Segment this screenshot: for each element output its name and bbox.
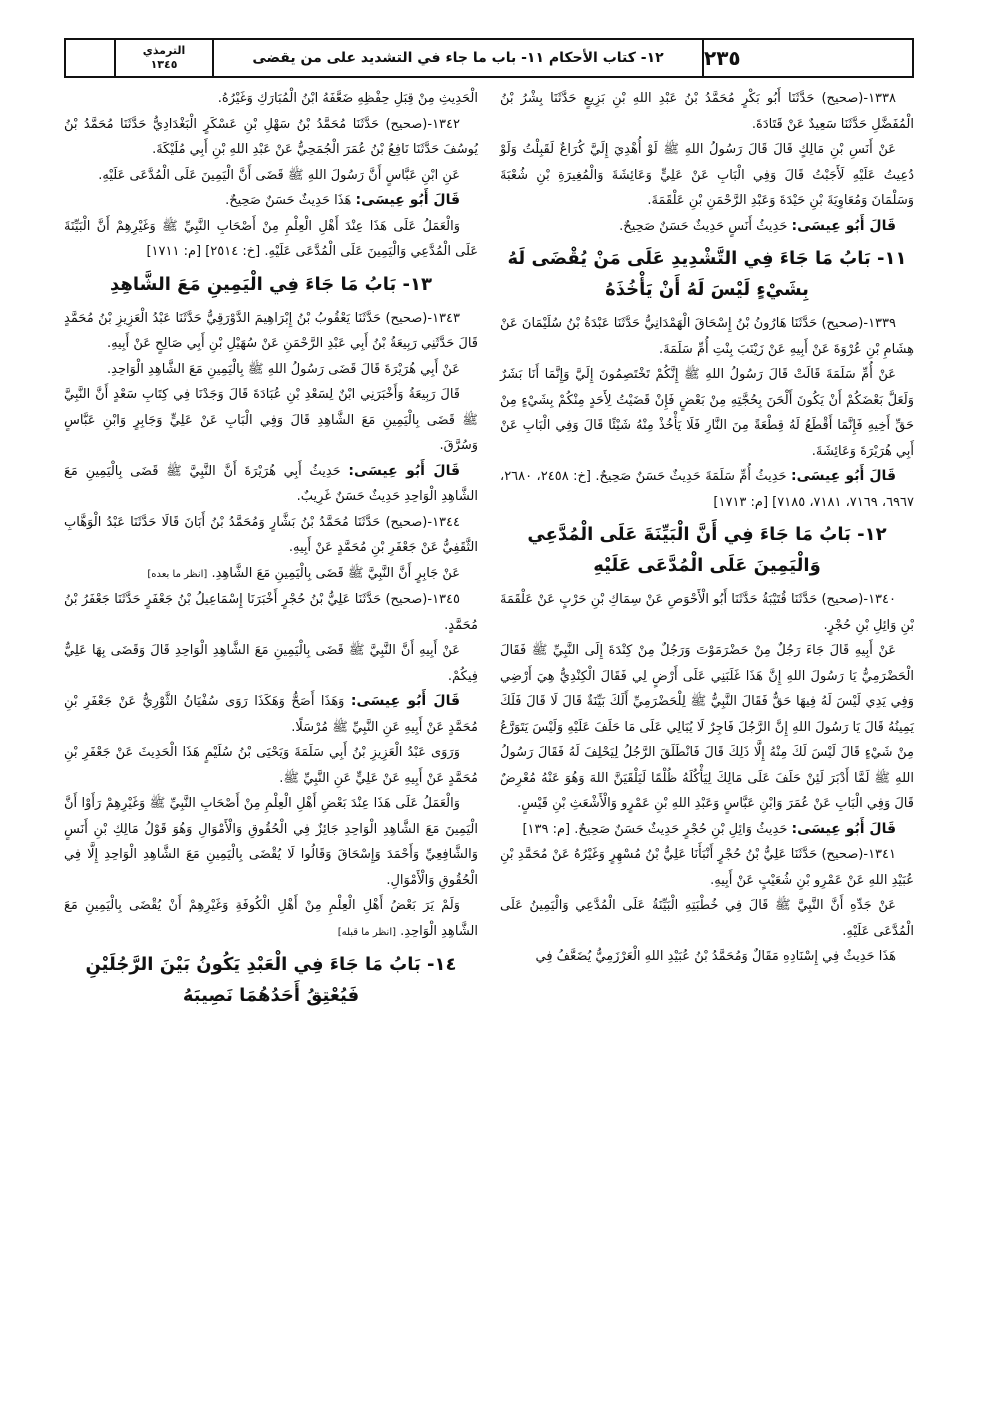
abu-isa-label: قَالَ أَبُو عِيسَى: <box>791 468 896 484</box>
grading-text: حَدِيثُ أَبِي هُرَيْرَةَ أَنَّ النَّبِيَّ ﷺ قَضَى بِالْيَمِينِ مَعَ الشَّاهِدِ الْوَاحِدِ حَدِيثٌ حَسَنٌ غَرِيبٌ. <box>64 463 478 504</box>
cross-reference-note: [انظر ما بعده] <box>147 568 208 580</box>
hadith-1342-isnad: ١٣٤٢-(صحيح) حَدَّثَنَا مُحَمَّدُ بْنُ سَهْلِ بْنِ عَسْكَرٍ الْبَغْدَادِيُّ حَدَّثَنَا مُحَمَّدُ بْنُ يُوسُفَ حَدَّثَنَا نَافِعُ بْنُ عُمَرَ الْجُمَحِيُّ عَنْ عَبْدِ اللهِ بْنِ أَبِي مُلَيْكَةَ. <box>64 116 478 157</box>
abu-isa-label: قَالَ أَبُو عِيسَى: <box>355 192 460 208</box>
right-column <box>500 86 914 1386</box>
chapter-title: ١٢- كتاب الأحكام ١١- باب ما جاء في التشديد على من يقضى <box>212 40 702 76</box>
hadith-range: ١٣٤٥ <box>150 58 178 71</box>
hadith-1344-matn <box>64 561 478 588</box>
hadith-1345-dissent <box>64 893 478 945</box>
hadith-1342-practice: وَالْعَمَلُ عَلَى هَذَا عِنْدَ أَهْلِ الْعِلْمِ مِنْ أَصْحَابِ النَّبِيِّ ﷺ وَغَيْرِهِمْ أَنَّ الْبَيِّنَةَ عَلَى الْمُدَّعِي وَالْيَمِينَ عَلَى الْمُدَّعَى عَلَيْهِ. [خ: ٢٥١٤] [م: ١٧١١] <box>64 218 478 259</box>
hadith-1339-grading <box>500 464 914 515</box>
grading-text: حَدِيثُ أُمِّ سَلَمَةَ حَدِيثٌ حَسَنٌ صَحِيحٌ. [خ: ٢٤٥٨، ٢٦٨٠، ٦٩٦٧، ٧١٦٩، ٧١٨١، ٧١٨٥] [م: ١٧١٣] <box>500 469 914 510</box>
hadith-1345-matn: عَنْ أَبِيهِ أَنَّ النَّبِيَّ ﷺ قَضَى بِالْيَمِينِ مَعَ الشَّاهِدِ الْوَاحِدِ قَالَ وَقَضَى بِهَا عَلِيٌّ فِيكُمْ. <box>64 643 478 684</box>
hadith-1343-matn: عَنْ أَبِي هُرَيْرَةَ قَالَ قَضَى رَسُولُ اللهِ ﷺ بِالْيَمِينِ مَعَ الشَّاهِدِ الْوَاحِدِ. <box>106 361 460 377</box>
continued-text: الْحَدِيثِ مِنْ قِبَلِ حِفْظِهِ ضَعَّفَهُ ابْنُ الْمُبَارَكِ وَغَيْرُهُ. <box>217 91 478 106</box>
chapter-12-heading: ١٢- بَابُ مَا جَاءَ فِي أَنَّ الْبَيِّنَةَ عَلَى الْمُدَّعِي وَالْيَمِينَ عَلَى الْمُدَّعَى عَلَيْهِ <box>527 524 887 576</box>
hadith-1343-grading <box>64 459 478 510</box>
hadith-1345-practice: وَالْعَمَلُ عَلَى هَذَا عِنْدَ بَعْضِ أَهْلِ الْعِلْمِ مِنْ أَصْحَابِ النَّبِيِّ ﷺ وَغَيْرِهِمْ رَأَوْا أَنَّ الْيَمِينَ مَعَ الشَّاهِدِ الْوَاحِدِ جَائِزٌ فِي الْحُقُوقِ وَالْأَمْوَالِ وَهُوَ قَوْلُ مَالِكِ بْنِ أَنَسٍ وَالشَّافِعِيِّ وَأَحْمَدَ وَإِسْحَاقَ وَقَالُوا لَا يُقْضَى بِالْيَمِينِ مَعَ الشَّاهِدِ الْوَاحِدِ إِلَّا فِي الْحُقُوقِ وَالْأَمْوَالِ. <box>64 796 478 888</box>
hadith-1338-matn: عَنْ أَنَسِ بْنِ مَالِكٍ قَالَ قَالَ رَسُولُ اللهِ ﷺ لَوْ أُهْدِيَ إِلَيَّ كُرَاعٌ لَقَبِلْتُ وَلَوْ دُعِيتُ عَلَيْهِ لَأَجَبْتُ قَالَ وَفِي الْبَابِ عَنْ عَلِيٍّ وَعَائِشَةَ وَالْمُغِيرَةِ بْنِ شُعْبَةَ وَسَلْمَانَ وَمُعَاوِيَةَ بْنِ حَيْدَةَ وَعَبْدِ الرَّحْمَنِ بْنِ عَلْقَمَةَ. <box>500 142 914 208</box>
chapter-13-heading: ١٣- بَابُ مَا جَاءَ فِي الْيَمِينِ مَعَ الشَّاهِدِ <box>110 273 432 295</box>
abu-isa-label: قَالَ أَبُو عِيسَى: <box>350 693 460 709</box>
grading-text: وَهَذَا أَصَحُّ وَهَكَذَا رَوَى سُفْيَانُ الثَّوْرِيُّ عَنْ جَعْفَرِ بْنِ مُحَمَّدٍ عَنْ أَبِيهِ عَنِ النَّبِيِّ ﷺ مُرْسَلًا. <box>64 694 478 735</box>
hadith-1344-isnad: ١٣٤٤-(صحيح) حَدَّثَنَا مُحَمَّدُ بْنُ بَشَّارٍ وَمُحَمَّدُ بْنُ أَبَانَ قَالَا حَدَّثَنَا عَبْدُ الْوَهَّابِ الثَّقَفِيُّ عَنْ جَعْفَرِ بْنِ مُحَمَّدٍ عَنْ أَبِيهِ. <box>64 514 478 555</box>
hadith-1345-grading <box>64 689 478 740</box>
matn-text: عَنْ جَابِرٍ أَنَّ النَّبِيَّ ﷺ قَضَى بِالْيَمِينِ مَعَ الشَّاهِدِ. <box>211 565 460 581</box>
hadith-1339-matn: عَنْ أُمِّ سَلَمَةَ قَالَتْ قَالَ رَسُولُ اللهِ ﷺ إِنَّكُمْ تَخْتَصِمُونَ إِلَيَّ وَإِنَّمَا أَنَا بَشَرٌ وَلَعَلَّ بَعْضَكُمْ أَنْ يَكُونَ أَلْحَنَ بِحُجَّتِهِ مِنْ بَعْضٍ فَإِنْ قَضَيْتُ لِأَحَدٍ مِنْكُمْ بِشَيْءٍ مِنْ حَقِّ أَخِيهِ فَإِنَّمَا أَقْطَعُ لَهُ قِطْعَةً مِنَ النَّارِ فَلَا يَأْخُذْ مِنْهُ شَيْئًا قَالَ وَفِي الْبَابِ عَنْ أَبِي هُرَيْرَةَ وَعَائِشَةَ. <box>500 367 914 459</box>
hadith-1338-isnad: ١٣٣٨-(صحيح) حَدَّثَنَا أَبُو بَكْرٍ مُحَمَّدُ بْنُ عَبْدِ اللهِ بْنِ بَزِيعٍ حَدَّثَنَا بِشْرُ بْنُ الْمُفَضَّلِ حَدَّثَنَا سَعِيدٌ عَنْ قَتَادَةَ. <box>500 91 914 132</box>
grading-text: حَدِيثُ أَنَسٍ حَدِيثٌ حَسَنٌ صَحِيحٌ. <box>619 218 788 234</box>
header-book-cell <box>114 40 212 76</box>
hadith-1339-isnad: ١٣٣٩-(صحيح) حَدَّثَنَا هَارُونُ بْنُ إِسْحَاقَ الْهَمْدَانِيُّ حَدَّثَنَا عَبْدَةُ بْنُ سُلَيْمَانَ عَنْ هِشَامِ بْنِ عُرْوَةَ عَنْ أَبِيهِ عَنْ زَيْنَبَ بِنْتِ أُمِّ سَلَمَةَ. <box>500 316 914 357</box>
hadith-1343-addition: قَالَ رَبِيعَةُ وَأَخْبَرَنِي ابْنٌ لِسَعْدِ بْنِ عُبَادَةَ قَالَ وَجَدْنَا فِي كِتَابِ سَعْدٍ أَنَّ النَّبِيَّ ﷺ قَضَى بِالْيَمِينِ مَعَ الشَّاهِدِ قَالَ وَفِي الْبَابِ عَنْ عَلِيٍّ وَجَابِرٍ وَابْنِ عَبَّاسٍ وَسُرَّقَ. <box>64 387 478 453</box>
hadith-1341-matn: عَنْ جَدِّهِ أَنَّ النَّبِيَّ ﷺ قَالَ فِي خُطْبَتِهِ الْبَيِّنَةُ عَلَى الْمُدَّعِي وَالْيَمِينُ عَلَى الْمُدَّعَى عَلَيْهِ. <box>500 898 914 939</box>
hadith-1341-isnad: ١٣٤١-(صحيح) حَدَّثَنَا عَلِيُّ بْنُ حُجْرٍ أَنْبَأَنَا عَلِيُّ بْنُ مُسْهِرٍ وَغَيْرُهُ عَنْ مُحَمَّدِ بْنِ عُبَيْدِ اللهِ عَنْ عَمْرِو بْنِ شُعَيْبٍ عَنْ أَبِيهِ. <box>500 847 914 888</box>
hadith-1338-grading <box>500 214 914 240</box>
hadith-1340-isnad: ١٣٤٠-(صحيح) حَدَّثَنَا قُتَيْبَةُ حَدَّثَنَا أَبُو الْأَحْوَصِ عَنْ سِمَاكِ بْنِ حَرْبٍ عَنْ عَلْقَمَةَ بْنِ وَائِلِ بْنِ حُجْرٍ. <box>500 592 914 633</box>
hadith-1342-grading <box>64 188 478 214</box>
chapter-14-heading: ١٤- بَابُ مَا جَاءَ فِي الْعَبْدِ يَكُونُ بَيْنَ الرَّجُلَيْنِ فَيُعْتِقُ أَحَدُهُمَا نَصِيبَهُ <box>85 954 457 1006</box>
abu-isa-label: قَالَ أَبُو عِيسَى: <box>791 820 896 837</box>
hadith-1340-matn: عَنْ أَبِيهِ قَالَ جَاءَ رَجُلٌ مِنْ حَضْرَمَوْتَ وَرَجُلٌ مِنْ كِنْدَةَ إِلَى النَّبِيِّ ﷺ فَقَالَ الْحَضْرَمِيُّ يَا رَسُولَ اللهِ إِنَّ هَذَا غَلَبَنِي عَلَى أَرْضٍ لِي فَقَالَ الْكِنْدِيُّ هِيَ أَرْضِي وَفِي يَدِي لَيْسَ لَهُ فِيهَا حَقٌّ فَقَالَ النَّبِيُّ ﷺ لِلْحَضْرَمِيِّ أَلَكَ بَيِّنَةٌ قَالَ لَا قَالَ فَلَكَ يَمِينُهُ قَالَ يَا رَسُولَ اللهِ إِنَّ الرَّجُلَ فَاجِرٌ لَا يُبَالِي عَلَى مَا حَلَفَ عَلَيْهِ وَلَيْسَ يَتَوَرَّعُ مِنْ شَيْءٍ قَالَ لَيْسَ لَكَ مِنْهُ إِلَّا ذَلِكَ قَالَ فَانْطَلَقَ الرَّجُلُ لِيَحْلِفَ لَهُ فَقَالَ رَسُولُ اللهِ ﷺ لَمَّا أَدْبَرَ لَئِنْ حَلَفَ عَلَى مَالِكَ لِيَأْكُلَهُ ظُلْمًا لَيَلْقَيَنَّ اللهَ وَهُوَ عَنْهُ مُعْرِضٌ قَالَ وَفِي الْبَابِ عَنْ عُمَرَ وَابْنِ عَبَّاسٍ وَعَبْدِ اللهِ بْنِ عَمْرٍو وَالْأَشْعَثِ بْنِ قَيْسٍ. <box>500 643 914 811</box>
header-empty-cell <box>66 40 114 76</box>
hadith-1343-isnad: ١٣٤٣-(صحيح) حَدَّثَنَا يَعْقُوبُ بْنُ إِبْرَاهِيمَ الدَّوْرَقِيُّ حَدَّثَنَا عَبْدُ الْعَزِيزِ بْنُ مُحَمَّدٍ قَالَ حَدَّثَنِي رَبِيعَةُ بْنُ أَبِي عَبْدِ الرَّحْمَنِ عَنْ سُهَيْلِ بْنِ أَبِي صَالِحٍ عَنْ أَبِيهِ. <box>64 310 478 351</box>
page-header <box>64 38 914 78</box>
abu-isa-label: قَالَ أَبُو عِيسَى: <box>791 217 896 234</box>
hadith-1345-isnad: ١٣٤٥-(صحيح) حَدَّثَنَا عَلِيُّ بْنُ حُجْرٍ أَخْبَرَنَا إِسْمَاعِيلُ بْنُ جَعْفَرٍ حَدَّثَنَا جَعْفَرُ بْنُ مُحَمَّدٍ. <box>64 592 478 633</box>
chapter-11-heading: ١١- بَابُ مَا جَاءَ فِي التَّشْدِيدِ عَلَى مَنْ يُقْضَى لَهُ بِشَيْءٍ لَيْسَ لَهُ أَنْ يَأْخُذَهُ <box>507 248 907 300</box>
grading-text: هَذَا حَدِيثٌ حَسَنٌ صَحِيحٌ. <box>225 193 352 208</box>
hadith-1345-narration: وَرَوَى عَبْدُ الْعَزِيزِ بْنُ أَبِي سَلَمَةَ وَيَحْيَى بْنُ سُلَيْمٍ هَذَا الْحَدِيثَ عَنْ جَعْفَرِ بْنِ مُحَمَّدٍ عَنْ أَبِيهِ عَنْ عَلِيٍّ عَنِ النَّبِيِّ ﷺ. <box>64 745 478 786</box>
hadith-1340-grading <box>500 817 914 843</box>
dissent-text: وَلَمْ يَرَ بَعْضُ أَهْلِ الْعِلْمِ مِنْ أَهْلِ الْكُوفَةِ وَغَيْرِهِمْ أَنْ يُقْضَى بِالْيَمِينِ مَعَ الشَّاهِدِ الْوَاحِدِ. <box>64 898 478 939</box>
page-number: ٢٣٥ <box>702 40 912 76</box>
hadith-1342-matn: عَنِ ابْنِ عَبَّاسٍ أَنَّ رَسُولَ اللهِ ﷺ قَضَى أَنَّ الْيَمِينَ عَلَى الْمُدَّعَى عَلَيْهِ. <box>98 167 460 183</box>
cross-reference-note: [انظر ما قبله] <box>337 926 397 938</box>
hadith-1341-comment: هَذَا حَدِيثٌ فِي إِسْنَادِهِ مَقَالٌ وَمُحَمَّدُ بْنُ عُبَيْدِ اللهِ الْعَرْزَمِيُّ يُضَعَّفُ فِي <box>535 949 896 964</box>
book-name: الترمذي <box>142 44 186 57</box>
grading-text: حَدِيثُ وَائِلِ بْنِ حُجْرٍ حَدِيثٌ حَسَنٌ صَحِيحٌ. [م: ١٣٩] <box>522 821 788 837</box>
left-column <box>64 86 478 1386</box>
abu-isa-label: قَالَ أَبُو عِيسَى: <box>348 462 460 479</box>
